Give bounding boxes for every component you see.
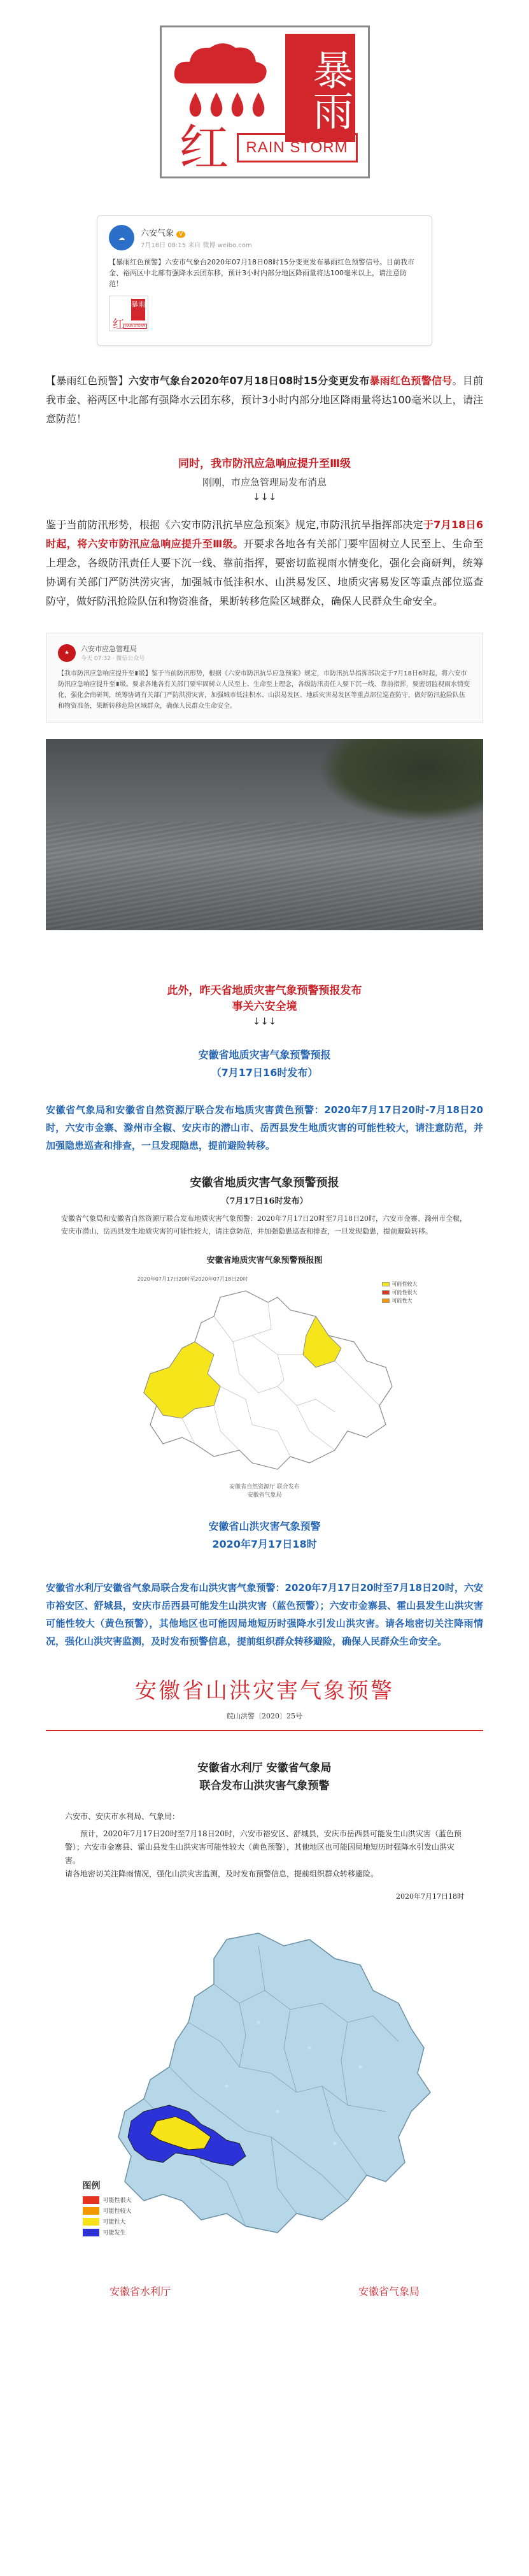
flood-warning-date: 2020年7月17日18时	[212, 1538, 317, 1550]
badge-en-title: RAIN STORM	[237, 133, 358, 162]
geo-map-legend	[382, 1281, 418, 1306]
section-title: 同时，我市防汛应急响应提升至Ⅲ级	[178, 457, 351, 470]
alert-highlight-time: 六安市气象台2020年07月18日08时15分变更发布	[128, 375, 370, 387]
alert-rest: 。目前我市金、裕两区中北部有强降水云团东移，预计3小时内部分地区降雨量将达100毫米以上，请注意防范！	[46, 375, 483, 425]
thumb-en-title: RAIN STORM	[123, 324, 147, 329]
raindrops-icon	[186, 91, 269, 119]
thumb-level-char: 红	[113, 318, 124, 331]
geo-warning-paragraph: 安徽省气象局和安徽省自然资源厅联合发布地质灾害黄色预警：2020年7月17日20时-7月18日20时，六安市金寨、滁州市全椒、安庆市的潜山市、岳西县发生地质灾害的可能性较大，请注意防范，并加强隐患巡查和排查，一旦发现隐患，提前避险转移。	[46, 1104, 483, 1151]
section2-line2: 事关六安全境	[232, 1000, 297, 1013]
down-arrows: ↓↓↓	[252, 491, 277, 503]
photo-hill	[318, 739, 483, 822]
geo-warning-title: 安徽省地质灾害气象预警预报	[198, 1049, 331, 1061]
verified-badge: V	[176, 231, 185, 238]
doc2-body: 预计，2020年7月17日20时至7月18日20时，六安市裕安区、舒城县，安庆市岳西县可能发生山洪灾害（蓝色预警）；六安市金寨县、霍山县发生山洪灾害可能性较大（黄色预警），其他地区也可能因局地短历时强降水引发山洪灾害。 请各地密切关注降雨情况，强化山洪灾害监测，及时发布预警信息，提前组织群众转移避险。	[65, 1829, 462, 1878]
flood-warning-paragraph: 安徽省水利厅安徽省气象局联合发布山洪灾害气象预警：2020年7月17日20时至7月18日20时，六安市裕安区、舒城县，安庆市岳西县可能发生山洪灾害（蓝色预警）；六安市金寨县、霍山县发生山洪灾害可能性较大（黄色预警），其他地区也可能因局地短历时强降水引发山洪灾害。请各地密切关注降雨情况，强化山洪灾害监测，及时发布预警信息，提前组织群众转移避险，确保人民群众生命安全。	[46, 1582, 483, 1647]
doc2-big-title: 安徽省山洪灾害气象预警	[135, 1678, 394, 1704]
footer-space	[0, 2298, 529, 2336]
legend-item: 可能性大	[83, 2217, 132, 2226]
flood-warning-document	[46, 1673, 483, 2298]
doc1-subtitle: （7月17日16时发布）	[221, 1197, 308, 1206]
notice-header	[58, 644, 471, 662]
doc1-map-title: 安徽省地质灾害气象预警预报图	[206, 1256, 323, 1265]
avatar[interactable]: ☁	[109, 225, 134, 250]
section-geo	[0, 981, 529, 1027]
flood-map-legend	[83, 2179, 132, 2239]
doc2-number: 皖山洪警〔2020〕25号	[227, 1712, 302, 1720]
weibo-post-card[interactable]	[97, 215, 432, 346]
doc2-title-line2: 联合发布山洪灾害气象预警	[199, 1780, 330, 1792]
notice-text: 【我市防汛应急响应提升至Ⅲ级】鉴于当前防汛形势，根据《六安市防汛抗旱应急预案》规定，市防汛抗旱指挥部决定于7月18日6时起，将六安市防汛应急响应提升至Ⅲ级。要求各地各有关部门要牢固树立人民至上、生命至上理念，各级防汛责任人要下沉一线、靠前指挥，要密切监视雨水情变化，强化会商研判，统筹协调有关部门严防洪涝灾害，加强城市低洼积水、山洪易发区、地质灾害易发区等重点部位巡查防守，做好防汛抢险队伍和物资准备，果断转移危险区域群众，确保人民群众生命安全。	[58, 670, 470, 710]
geo-map-time: 2020年07月17日20时至2020年07月18日20时	[137, 1276, 248, 1282]
emergency-logo-icon: ★	[58, 644, 76, 662]
section-source: 刚刚，市应急管理局发布消息	[202, 477, 327, 488]
doc2-title-line1: 安徽省水利厅 安徽省气象局	[197, 1762, 332, 1774]
geo-map-caption: 安徽省自然资源厅 联合发布 安徽省气象局	[229, 1484, 300, 1499]
sign-right: 安徽省气象局	[358, 2285, 420, 2298]
notice-org: 六安市应急管理局	[81, 645, 137, 653]
alert-prefix: 【暴雨红色预警】	[46, 375, 129, 387]
sign-left: 安徽省水利厅	[109, 2285, 171, 2298]
doc1-title: 安徽省地质灾害气象预警预报	[190, 1176, 339, 1190]
response-body: 开要求各地各有关部门要牢固树立人民至上、生命至上理念，各级防汛责任人要下沉一线、靠前指挥，要密切监视雨水情变化，强化会商研判，统筹协调有关部门严防洪涝灾害，加强城市低洼积水、山洪易发区、地质灾害易发区等重点部位巡查防守，做好防汛抢险队伍和物资准备，果断转移危险区域群众，确保人民群众生命安全。	[46, 538, 483, 607]
response-highlight: 于7月18日6时起，将六安市防汛应急响应提升至Ⅲ级。	[46, 519, 483, 550]
legend-item: 可能发生	[83, 2228, 132, 2236]
section-response-level	[0, 454, 529, 503]
doc1-text: 安徽省气象局和安徽省自然资源厅联合发布地质灾害气象预警：2020年7月17日20时至7月18日20时，六安市金寨、滁州市全椒，安庆市潜山、岳西县发生地质灾害的可能性较大，请注意防范，并加强隐患巡查和排查，一旦发现隐患，提前避险转移。	[61, 1214, 467, 1235]
geo-warning-date: （7月17日16时发布）	[211, 1067, 318, 1079]
legend-title: 图例	[82, 2181, 101, 2191]
emergency-notice-screenshot	[46, 633, 483, 723]
legend-item: 可能性较大	[83, 2206, 132, 2215]
flood-warning-title: 安徽省山洪灾害气象预警	[208, 1520, 321, 1532]
legend-item: 可能性较大	[382, 1281, 418, 1288]
response-intro: 鉴于当前防汛形势，根据《六安市防汛抗旱应急预案》规定,市防汛抗旱指挥部决定	[46, 519, 423, 531]
notice-meta: 今天 07:32 · 微信公众号	[81, 656, 145, 662]
badge-cn-title: 暴雨	[285, 34, 355, 142]
warning-badge-wrap	[0, 0, 529, 178]
legend-item: 可能性很大	[83, 2196, 132, 2204]
badge-level-char: 红	[179, 120, 229, 177]
legend-item: 可能性大	[382, 1297, 418, 1304]
doc2-date: 2020年7月17日18时	[396, 1892, 464, 1901]
rainstorm-red-badge	[160, 25, 370, 178]
alert-highlight-signal: 暴雨红色预警信号	[369, 375, 453, 387]
photo-water	[46, 822, 483, 930]
legend-item: 可能性很大	[382, 1289, 418, 1296]
weibo-post-text: 【暴雨红色预警】六安市气象台2020年07月18日08时15分变更发布暴雨红色预警信号。目前我市金、裕两区中北部有强降水云团东移，预计3小时内部分地区降雨量将达100毫米以上，请注意防范！	[109, 258, 414, 288]
flood-photo	[46, 739, 483, 930]
thumb-cn-title: 暴雨	[131, 299, 145, 320]
doc2-signatures	[46, 2284, 483, 2298]
flood-map	[67, 1920, 462, 2277]
doc2-divider	[46, 1730, 483, 1731]
doc2-recipient: 六安市、安庆市水利局、气象局：	[65, 1812, 180, 1821]
geo-warning-document	[61, 1174, 468, 1499]
weibo-post-header	[109, 225, 420, 250]
section2-line1: 此外，昨天省地质灾害气象预警预报发布	[167, 984, 362, 997]
down-arrows-2: ↓↓↓	[252, 1016, 277, 1027]
response-paragraph	[0, 515, 529, 611]
weibo-post-meta: 7月18日 08:15 来自 微博 weibo.com	[141, 242, 252, 249]
alert-paragraph	[0, 371, 529, 429]
weibo-post-image[interactable]	[109, 296, 148, 331]
geo-map	[87, 1272, 443, 1482]
weibo-account-name[interactable]: 六安气象 V	[141, 226, 252, 238]
cloud-icon	[173, 39, 269, 90]
